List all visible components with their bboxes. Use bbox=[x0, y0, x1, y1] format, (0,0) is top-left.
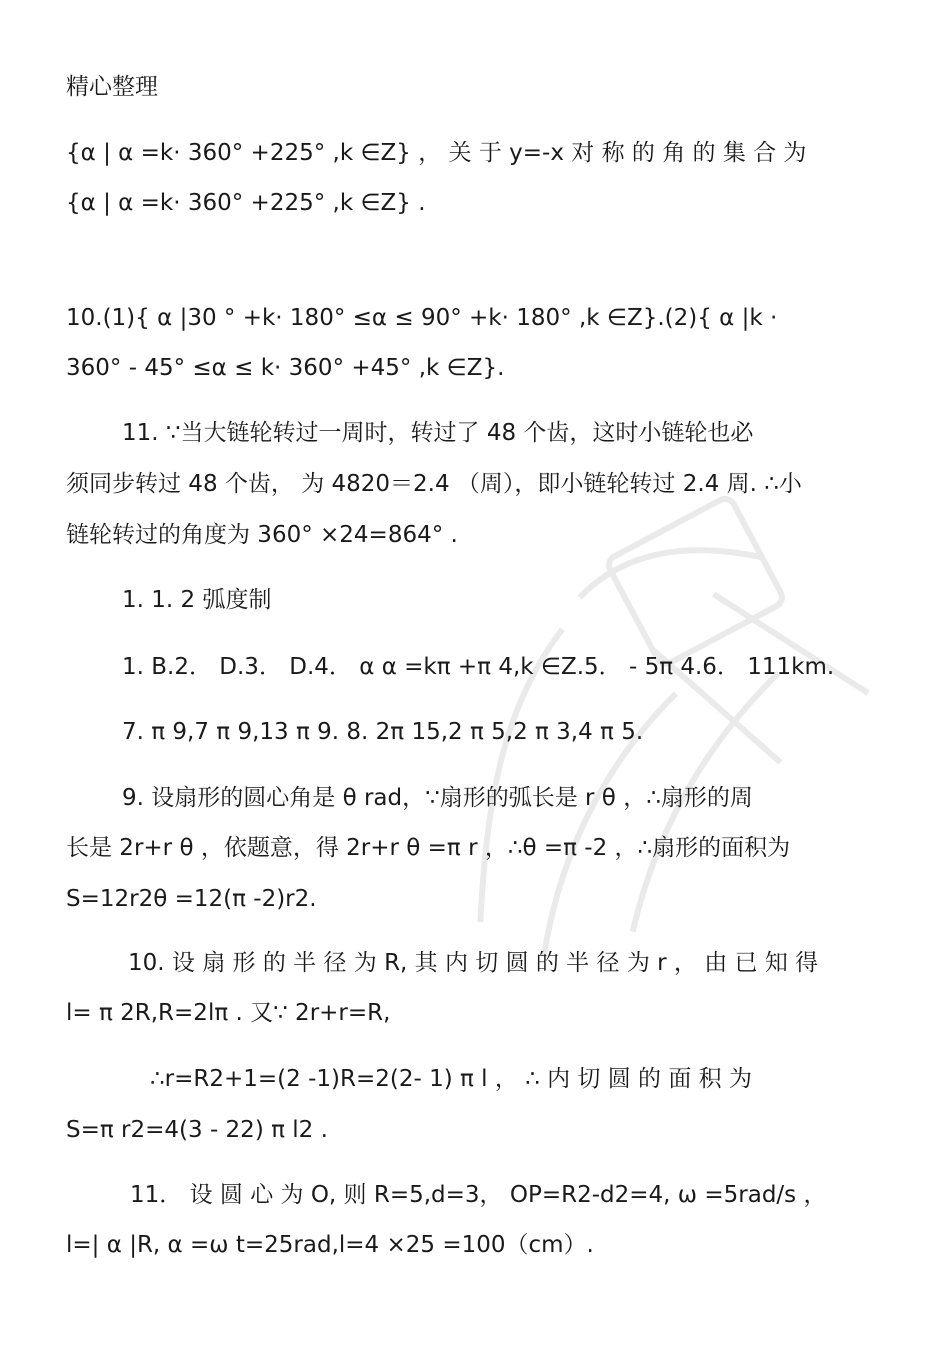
text-line: 11. ∵当大链轮转过一周时，转过了 48 个齿，这时小链轮也必 bbox=[122, 420, 754, 446]
text-line: 长是 2r+r θ ，依题意，得 2r+r θ =π r ，∴θ =π -2 ，∴扇形的面积为 bbox=[66, 835, 791, 861]
text-line: 10.(1){ α |30 ° +k· 180° ≤α ≤ 90° +k· 180° ,k ∈Z}.(2){ α |k · bbox=[66, 305, 778, 331]
text-line: 1. B.2． D.3． D.4． α α =kπ +π 4,k ∈Z.5． - 5π 4.6． 111km. bbox=[122, 654, 835, 680]
text-line: 链轮转过的角度为 360° ×24=864° . bbox=[66, 522, 458, 548]
text-line: 10. 设 扇 形 的 半 径 为 R, 其 内 切 圆 的 半 径 为 r ， 由 已 知 得 bbox=[128, 950, 819, 976]
text-line: 须同步转过 48 个齿， 为 4820＝2.4 （周），即小链轮转过 2.4 周. ∴小 bbox=[66, 471, 802, 497]
text-line: l= π 2R,R=2lπ . 又∵ 2r+r=R, bbox=[66, 1000, 391, 1026]
page-header: 精心整理 bbox=[66, 74, 158, 100]
text-line: S=12r2θ =12(π -2)r2. bbox=[66, 886, 317, 912]
text-line: 11． 设 圆 心 为 O, 则 R=5,d=3， OP=R2-d2=4, ω =5rad/s ， bbox=[130, 1182, 827, 1208]
section-title: 1. 1. 2 弧度制 bbox=[122, 587, 272, 613]
text-line: {α | α =k· 360° +225° ,k ∈Z} . bbox=[66, 190, 426, 216]
text-line: 9. 设扇形的圆心角是 θ rad，∵扇形的弧长是 r θ ，∴扇形的周 bbox=[122, 785, 753, 811]
text-line: {α | α =k· 360° +225° ,k ∈Z} ， 关 于 y=-x 对 称 的 角 的 集 合 为 bbox=[66, 140, 807, 166]
text-line: 7. π 9,7 π 9,13 π 9. 8. 2π 15,2 π 5,2 π 3,4 π 5. bbox=[122, 719, 644, 745]
text-line: S=π r2=4(3 - 22) π l2 . bbox=[66, 1117, 328, 1143]
text-line: l=| α |R, α =ω t=25rad,l=4 ×25 =100（cm）. bbox=[66, 1232, 594, 1258]
text-line: 360° - 45° ≤α ≤ k· 360° +45° ,k ∈Z}. bbox=[66, 355, 505, 381]
text-line: ∴r=R2+1=(2 -1)R=2(2- 1) π l ， ∴ 内 切 圆 的 面 积 为 bbox=[150, 1066, 752, 1092]
